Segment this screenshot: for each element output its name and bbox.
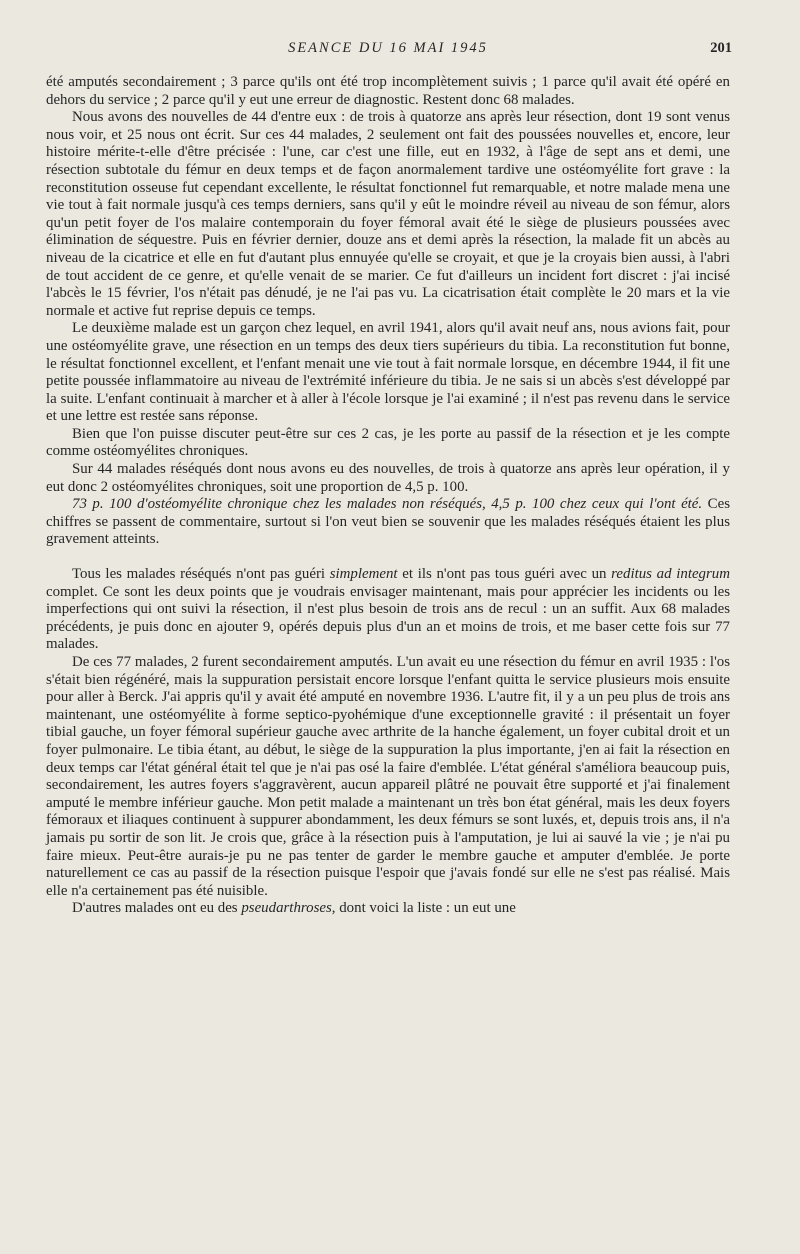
paragraph: Bien que l'on puisse discuter peut-être sur ces 2 cas, je les porte au passif de la résection et je les compte comme ostéomyélites chroniques. <box>46 425 730 460</box>
text-run: et ils n'ont pas tous guéri avec un <box>397 566 612 583</box>
page-number: 201 <box>710 40 732 56</box>
paragraph: Le deuxième malade est un garçon chez lequel, en avril 1941, alors qu'il avait neuf ans, nous avions fait, pour une ostéomyélite grave, une résection en un temps des deux tiers supérieurs du tibia. La reconstitution fut bonne, le résultat fonctionnel excellent, et l'enfant menait une vie tout à fait normale lorsque, en décembre 1944, il fit une petite poussée inflammatoire au niveau de l'extrémité inférieure du tibia. Je ne sais si un abcès s'est développé par la suite. L'enfant continuait à marcher et à aller à l'école lorsque je l'ai examiné ; il n'est pas revenu dans le service et une lettre est restée sans réponse. <box>46 320 730 425</box>
page-header <box>46 36 730 64</box>
text-run: , dont voici la liste : un eut une <box>331 900 516 917</box>
paragraph <box>46 900 730 918</box>
text-run: D'autres malades ont eu des <box>72 900 242 917</box>
paragraph: Sur 44 malades réséqués dont nous avons eu des nouvelles, de trois à quatorze ans après leur opération, il y eut donc 2 ostéomyélites chroniques, soit une proportion de 4,5 p. 100. <box>46 461 730 495</box>
paragraph: Nous avons des nouvelles de 44 d'entre eux : de trois à quatorze ans après leur résection, dont 19 sont venus nous voir, et 25 nous ont écrit. Sur ces 44 malades, 2 seulement ont fait des poussées nouvelles et, encore, leur histoire mérite-t-elle d'être précisée : l'une, car c'est une fille, eut en 1932, à l'âge de sept ans et demi, une résection subtotale du fémur en deux temps et de façon anormalement tardive une ostéomyélite fort grave : la reconstitution osseuse fut cependant excellente, le résultat fonctionnel fut remarquable, et notre malade mena une vie tout à fait normale jusqu'à ces temps derniers, sans qu'il y eût le moindre réveil au niveau de son fémur, alors qu'un petit foyer de l'os malaire contemporain du foyer fémoral avait été le siège de plusieurs poussées avec élimination de séquestre. Puis en février dernier, douze ans et demi après la résection, la malade fit un abcès au niveau de la cicatrice et elle en fut d'autant plus ennuyée qu'elle se croyait, et que je la croyais bien aussi, à l'abri de tout accident de ce genre, et qu'elle venait de se marier. Ce fut d'ailleurs un incident fort discret : j'ai incisé l'abcès le 15 février, l'os n'était pas dénudé, je ne l'ai pas vu. La cicatrisation était complète le 20 mars et la vie normale et active fut reprise depuis ce temps. <box>46 109 730 319</box>
text-run: Tous les malades réséqués n'ont pas guéri <box>72 566 330 583</box>
paragraph <box>46 566 730 654</box>
text-run: complet. Ce sont les deux points que je voudrais envisager maintenant, mais pour apprécier les incidents ou les imperfections qui ont suivi la résection, il n'est plus besoin de trois ans de recul : un an suffit. Aux 68 malades précédents, je puis donc en ajouter 9, opérés depuis plus d'un an et moins de trois, et me baser cette fois sur 77 malades. <box>46 583 730 653</box>
paragraph <box>46 496 730 549</box>
italic-run: pseudarthroses <box>241 900 332 917</box>
body-text <box>46 74 730 918</box>
paragraph: De ces 77 malades, 2 furent secondairement amputés. L'un avait eu une résection du fémur en avril 1935 : l'os s'était bien régénéré, mais la suppuration persistait encore lorsque l'enfant quitta le service plusieurs mois ensuite pour aller à Berck. J'ai appris qu'il y avait été amputé en novembre 1936. L'autre fit, il y a un peu plus de trois ans maintenant, une ostéomyélite à forme septico-pyohémique d'une exceptionnelle gravité : il présentait un foyer tibial gauche, un foyer fémoral supérieur gauche avec arthrite de la hanche également, un foyer cubital droit et un foyer pulmonaire. Le tibia étant, au début, le siège de la suppuration la plus importante, j'en ai fait la résection en deux temps car l'état général était tel que je n'ai pas osé la faire d'emblée. L'état général s'améliora beaucoup puis, secondairement, les autres foyers s'aggravèrent, aucun appareil plâtré ne pouvait être supporté et j'ai finalement amputé le membre inférieur gauche. Mon petit malade a maintenant un très bon état général, mais les deux foyers fémoraux et iliaques continuent à suppurer abondamment, les deux fémurs se sont luxés, et, depuis trois ans, il n'a jamais pu sortir de son lit. Je crois que, grâce à la résection puis à l'amputation, je lui ai sauvé la vie ; je n'ai pu faire mieux. Peut-être aurais-je pu ne pas tenter de garder le membre gauche et amputer d'emblée. Je porte naturellement ce cas au passif de la résection puisque l'espoir que j'avais fondé sur elle ne s'est pas réalisé. Mais elle n'a certainement pas été nuisible. <box>46 654 730 899</box>
paragraph: été amputés secondairement ; 3 parce qu'ils ont été trop incomplètement suivis ; 1 parce qu'il avait été opéré en dehors du service ; 2 parce qu'il y eut une erreur de diagnostic. Restent donc 68 malades. <box>46 74 730 108</box>
running-head: SEANCE DU 16 MAI 1945 <box>288 40 488 56</box>
italic-summary: 73 p. 100 d'ostéomyélite chronique chez les malades non réséqués, 4,5 p. 100 chez ceux qui l'ont été. <box>72 496 703 513</box>
paragraph-text: Ces chiffres se passent de commentaire, surtout si l'on veut bien se souvenir que les malades réséqués étaient les plus gravement atteints. <box>46 496 731 548</box>
italic-run: simplement <box>329 566 398 583</box>
italic-run: reditus ad integrum <box>611 566 730 583</box>
